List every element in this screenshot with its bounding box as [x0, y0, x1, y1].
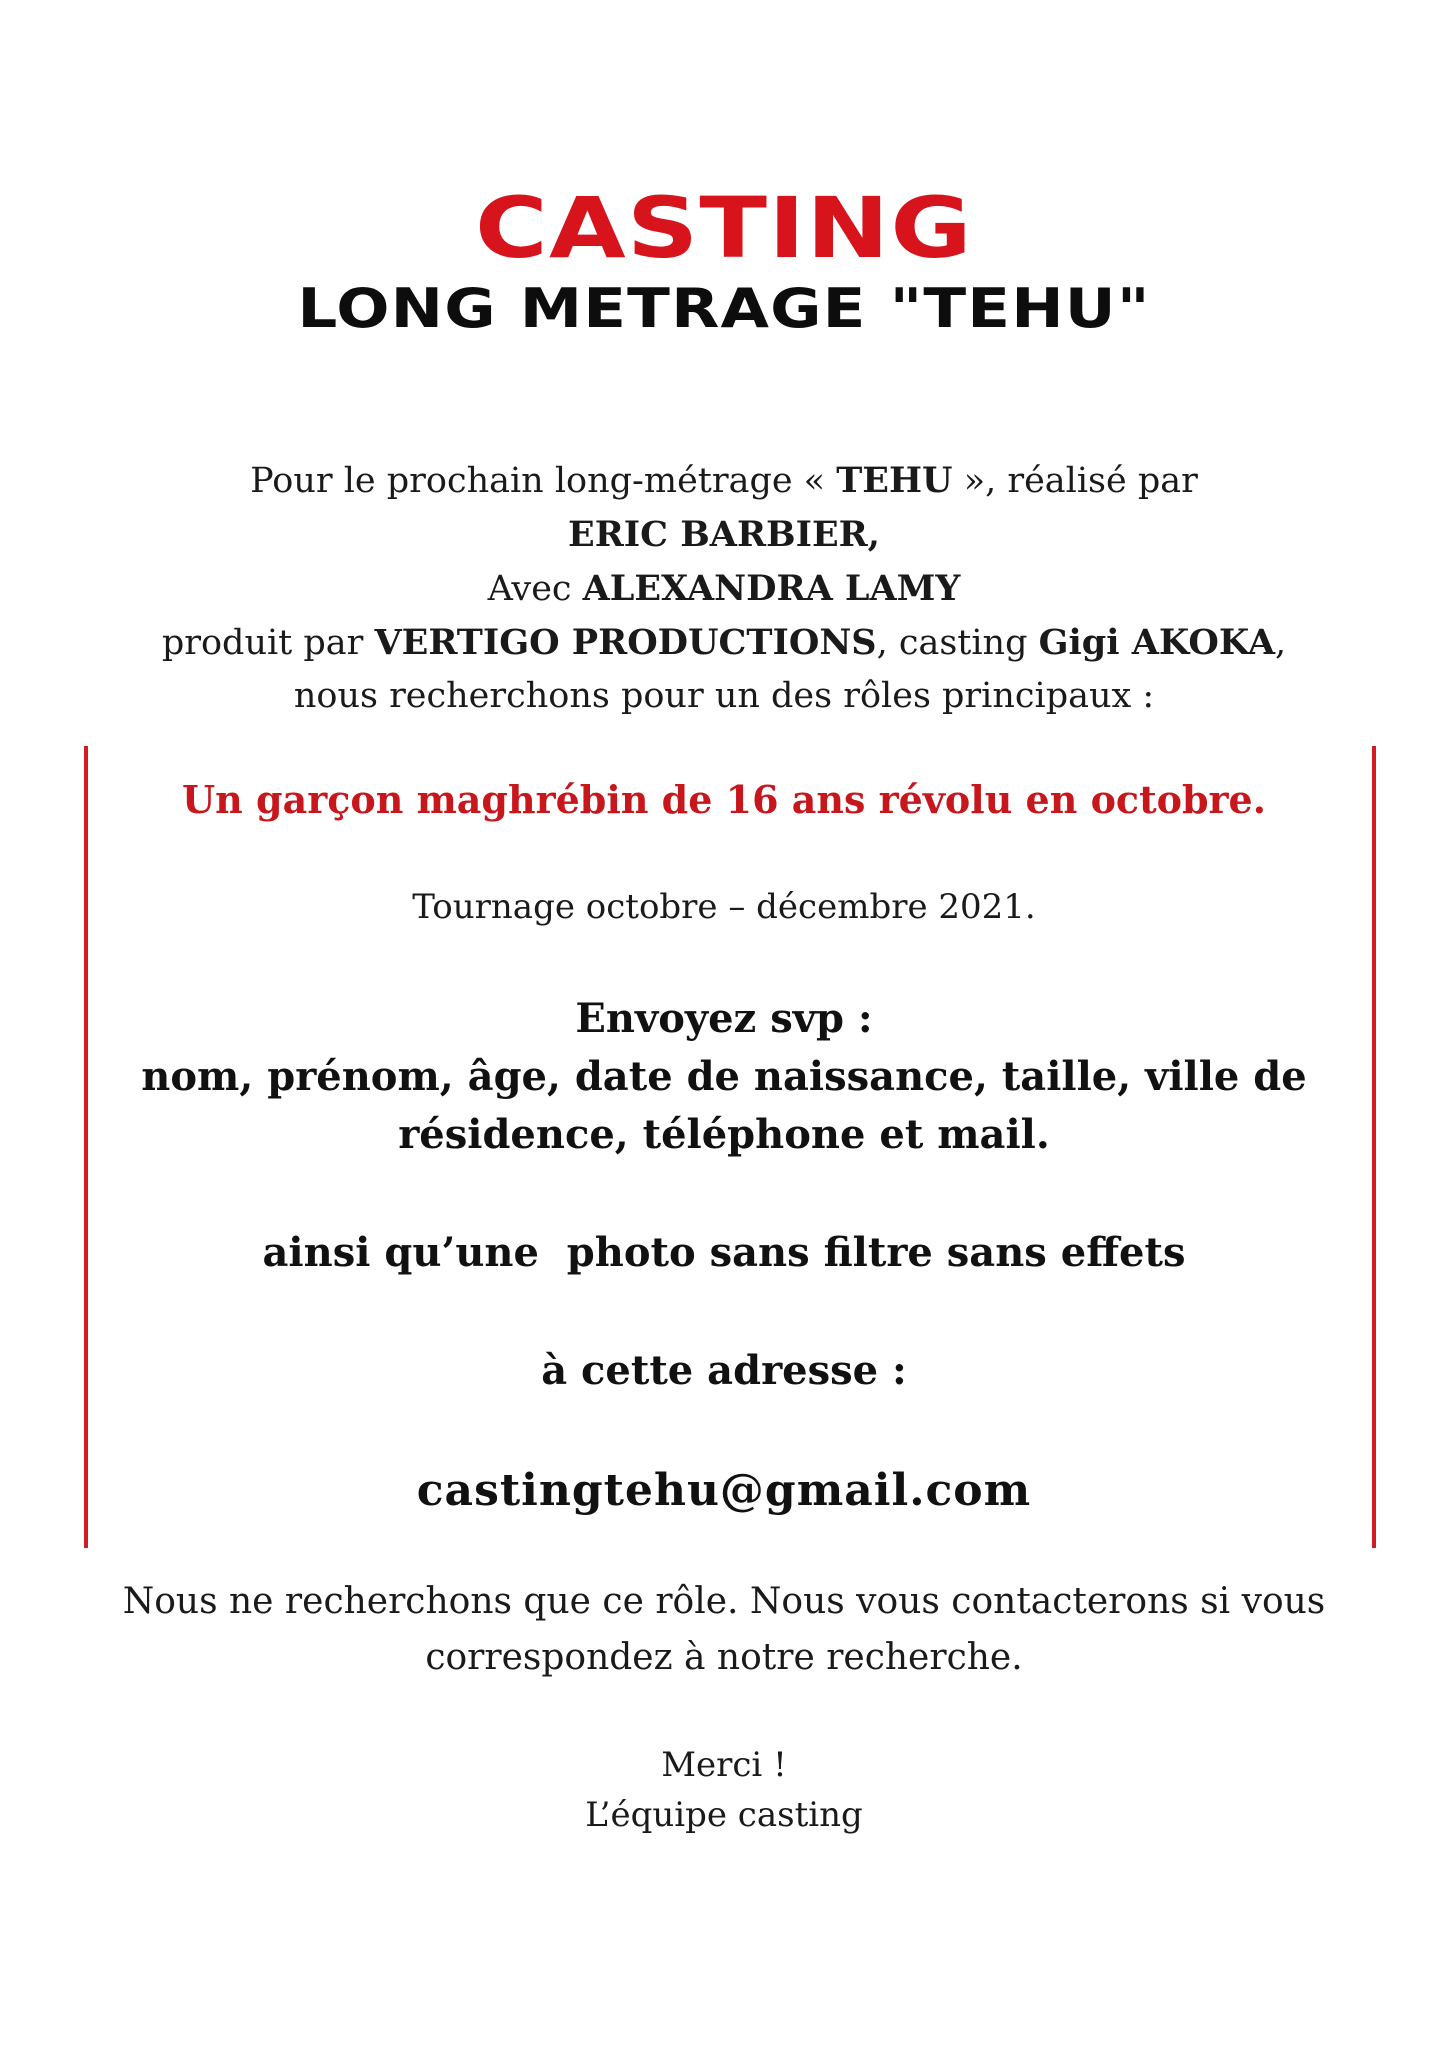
film-title: TEHU [836, 460, 953, 501]
intro-paragraph [0, 454, 1448, 723]
signature-text: L’équipe casting [585, 1795, 863, 1835]
intro-line-2 [0, 508, 1448, 562]
director-name: ERIC BARBIER, [568, 514, 880, 555]
footer-note [0, 1574, 1448, 1686]
footer-note-line-1: Nous ne recherchons que ce rôle. Nous vous contacterons si vous [122, 1581, 1326, 1622]
send-line-2: résidence, téléphone et mail. [398, 1111, 1050, 1158]
producer-name: VERTIGO PRODUCTIONS [374, 622, 877, 663]
role-description: Un garçon maghrébin de 16 ans révolu en octobre. [182, 777, 1266, 822]
intro-line-3-prefix: Avec [487, 569, 583, 609]
poster-subtitle: LONG METRAGE "TEHU" [297, 277, 1151, 340]
footer-note-line-2: correspondez à notre recherche. [425, 1637, 1023, 1678]
intro-line-5: nous recherchons pour un des rôles principaux : [293, 676, 1155, 716]
send-title: Envoyez svp : [575, 995, 873, 1042]
closing [0, 1740, 1448, 1840]
thanks-text: Merci ! [661, 1745, 787, 1785]
poster-title: CASTING [475, 179, 973, 277]
send-requirements [0, 1048, 1448, 1164]
photo-requirement: ainsi qu’une photo sans filtre sans effets [262, 1229, 1186, 1276]
intro-line-4-middle: , casting [876, 623, 1039, 663]
intro-line-4-prefix: produit par [161, 623, 375, 663]
intro-line-1-suffix: », réalisé par [952, 461, 1198, 501]
actress-name: ALEXANDRA LAMY [582, 568, 961, 609]
contact-email[interactable]: castingtehu@gmail.com [416, 1465, 1032, 1516]
casting-director-name: Gigi AKOKA [1038, 622, 1276, 663]
intro-line-1-prefix: Pour le prochain long-métrage « [250, 461, 837, 501]
shooting-dates: Tournage octobre – décembre 2021. [412, 887, 1036, 927]
intro-line-3 [0, 562, 1448, 616]
send-line-1: nom, prénom, âge, date de naissance, taille, ville de [141, 1053, 1307, 1100]
intro-line-1 [0, 454, 1448, 508]
intro-line-4 [0, 616, 1448, 670]
intro-line-4-suffix: , [1275, 623, 1287, 663]
address-label: à cette adresse : [541, 1347, 907, 1394]
